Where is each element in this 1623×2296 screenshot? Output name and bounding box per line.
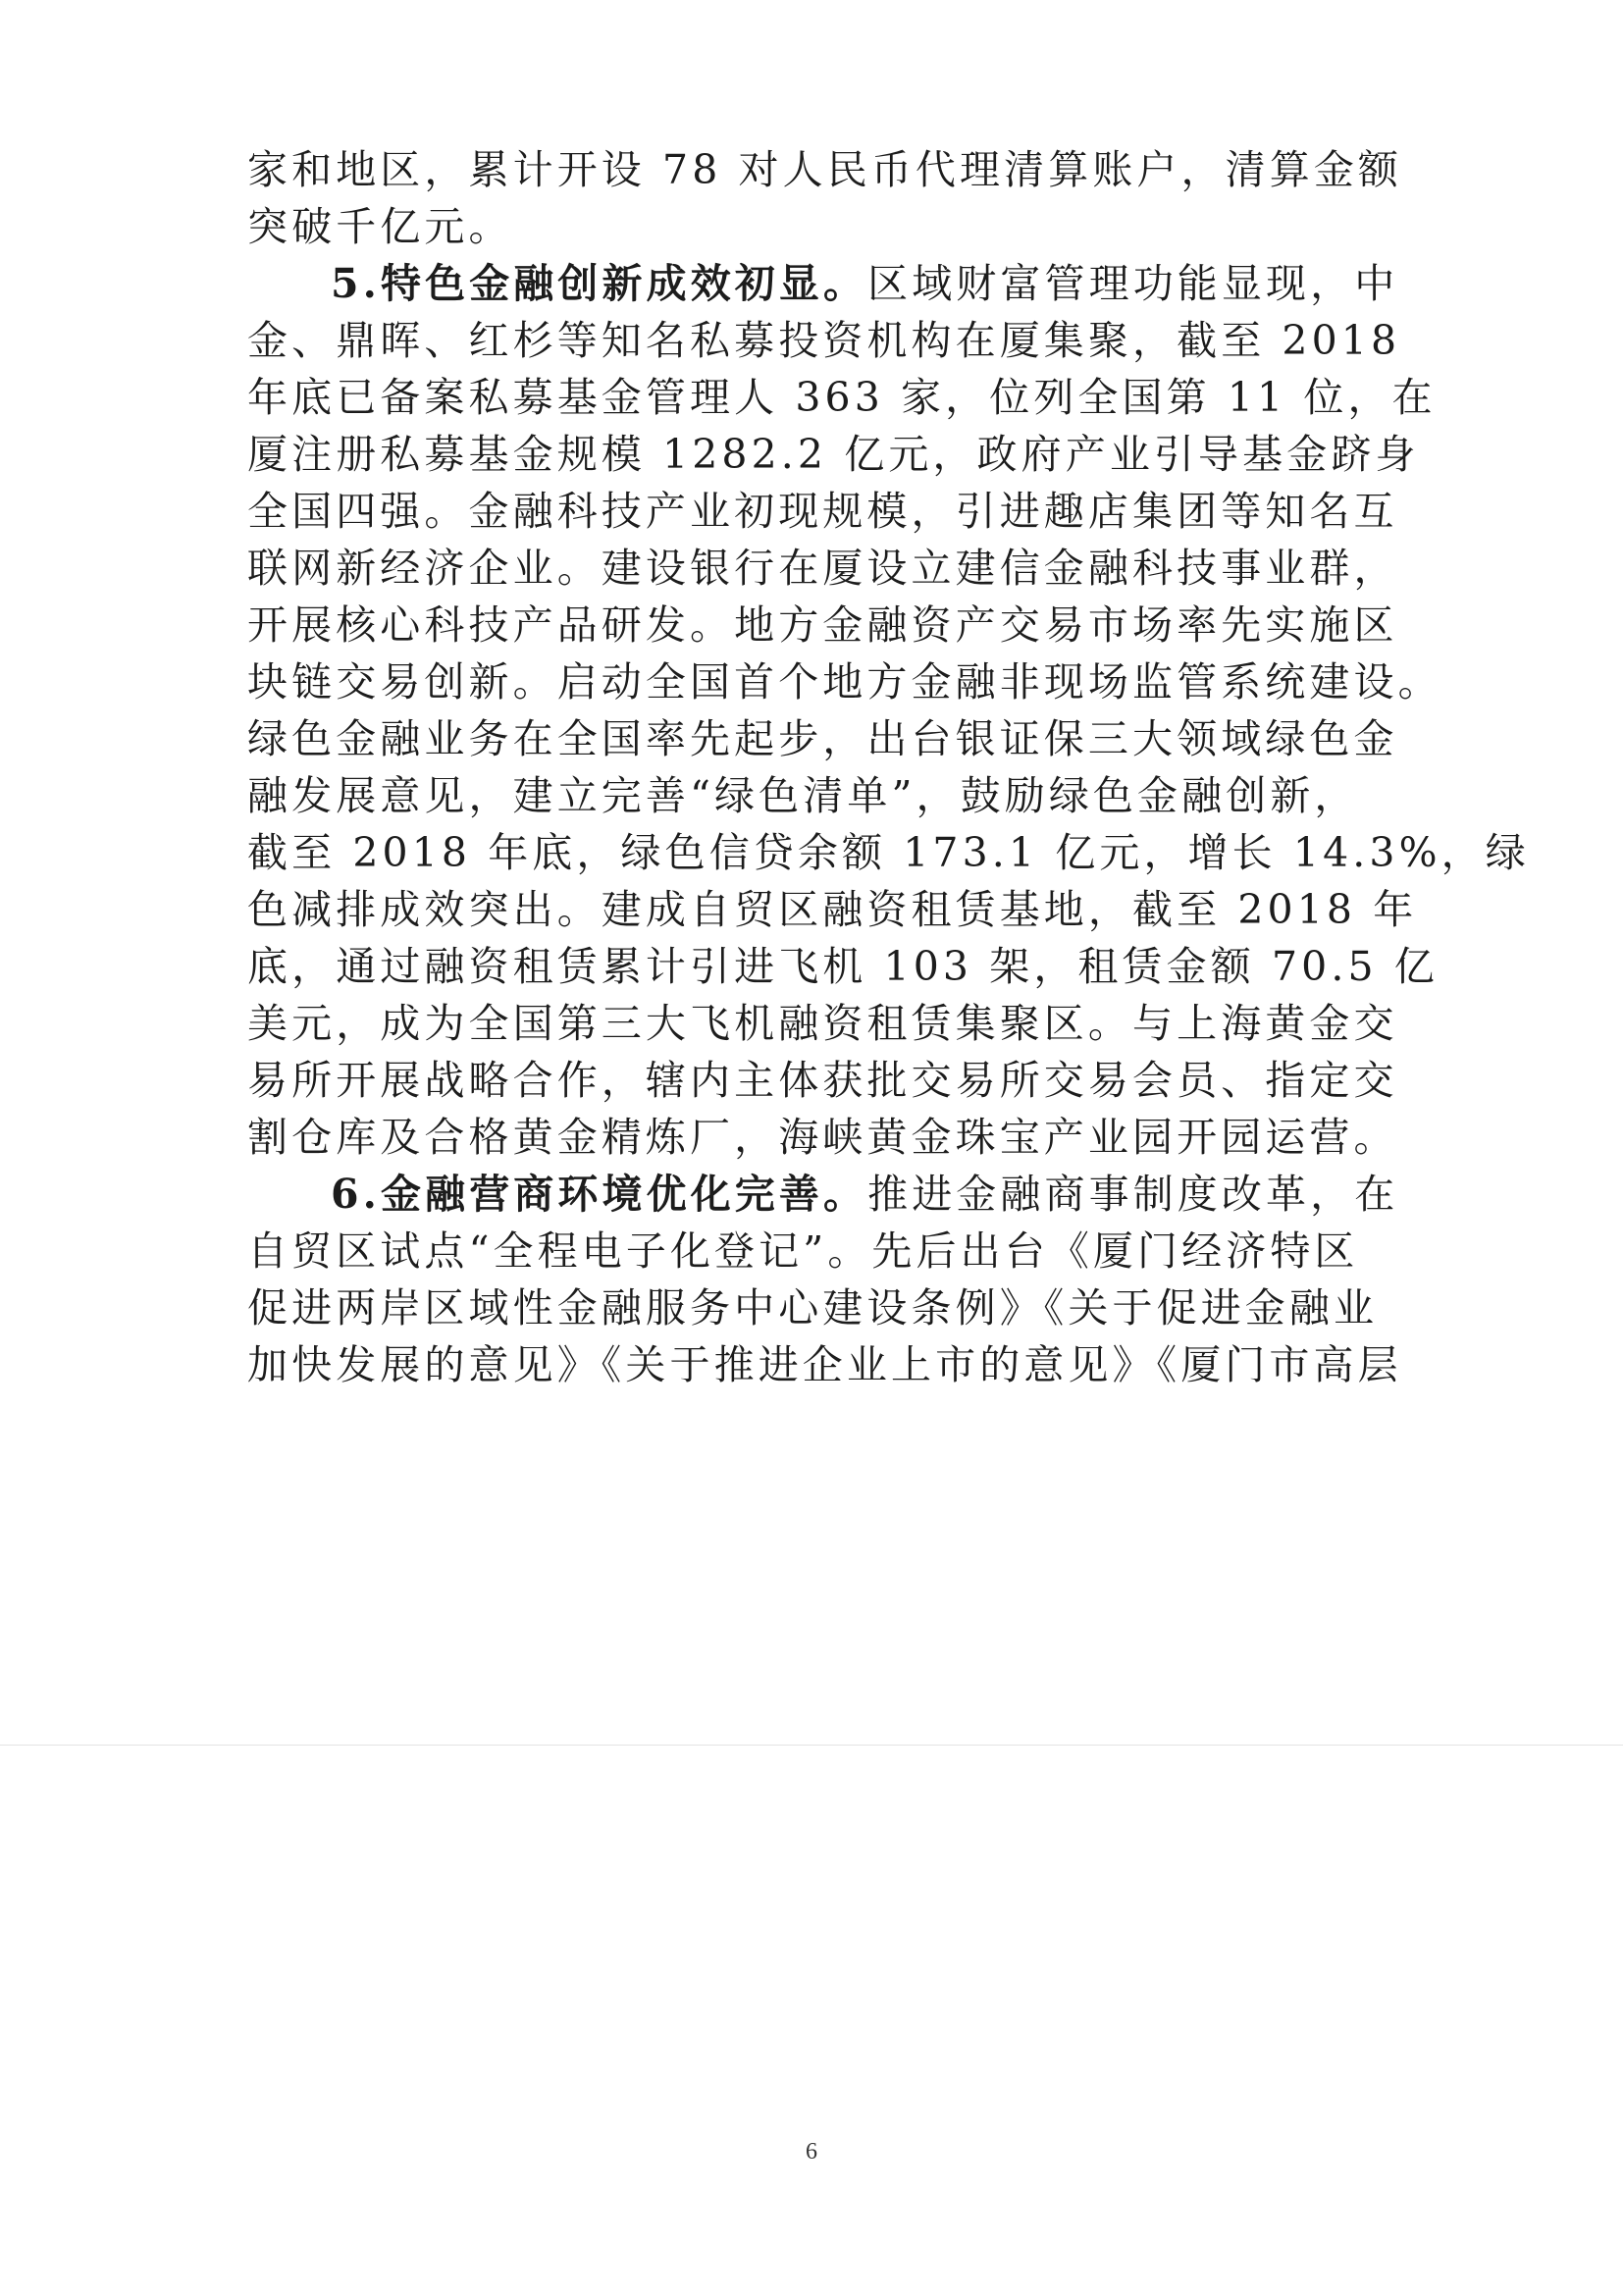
body-text-line: 突破千亿元。: [247, 203, 513, 250]
body-text-line: 厦注册私募基金规模 1282.2 亿元，政府产业引导基金跻身: [247, 431, 1420, 478]
body-text-line: 加快发展的意见》《关于推进企业上市的意见》《厦门市高层: [247, 1341, 1402, 1388]
page-number: 6: [806, 2139, 817, 2165]
body-text-line: 绿色金融业务在全国率先起步，出台银证保三大领域绿色金: [247, 715, 1398, 762]
body-text-line: 促进两岸区域性金融服务中心建设条例》《关于促进金融业: [247, 1284, 1379, 1331]
section-6-first-line-text: 推进金融商事制度改革，在: [867, 1171, 1399, 1218]
body-text-line: 块链交易创新。启动全国首个地方金融非现场监管系统建设。: [247, 658, 1442, 705]
body-text-line: 易所开展战略合作，辖内主体获批交易所交易会员、指定交: [247, 1057, 1398, 1104]
body-text-line: 自贸区试点“全程电子化登记”。先后出台《厦门经济特区: [247, 1227, 1359, 1275]
section-6-heading: 6.金融营商环境优化完善。: [331, 1171, 868, 1218]
body-text-line: 金、鼎晖、红杉等知名私募投资机构在厦集聚，截至 2018: [247, 317, 1401, 364]
section-5-first-line: [331, 254, 1399, 313]
body-text-line: 年底已备案私募基金管理人 363 家，位列全国第 11 位，在: [247, 374, 1437, 421]
section-6-first-line: [331, 1165, 1399, 1224]
section-5-heading: 5.特色金融创新成效初显。: [331, 260, 868, 307]
body-text-line: 融发展意见，建立完善“绿色清单”，鼓励绿色金融创新，: [247, 772, 1359, 819]
body-text-line: 联网新经济企业。建设银行在厦设立建信金融科技事业群，: [247, 545, 1398, 592]
body-text-line: 开展核心科技产品研发。地方金融资产交易市场率先实施区: [247, 601, 1398, 649]
body-text-line: 全国四强。金融科技产业初现规模，引进趣店集团等知名互: [247, 488, 1398, 535]
body-text-line: 割仓库及合格黄金精炼厂，海峡黄金珠宝产业园开园运营。: [247, 1114, 1398, 1161]
body-text-line: 美元，成为全国第三大飞机融资租赁集聚区。与上海黄金交: [247, 1000, 1398, 1047]
body-text-line: 家和地区，累计开设 78 对人民币代理清算账户，清算金额: [247, 146, 1403, 193]
scan-fold-line: [0, 1745, 1623, 1746]
body-text-line: 色减排成效突出。建成自贸区融资租赁基地，截至 2018 年: [247, 886, 1418, 933]
body-text-line: 截至 2018 年底，绿色信贷余额 173.1 亿元，增长 14.3%，绿: [247, 829, 1530, 876]
section-5-first-line-text: 区域财富管理功能显现，中: [867, 260, 1399, 307]
body-text-line: 底，通过融资租赁累计引进飞机 103 架，租赁金额 70.5 亿: [247, 943, 1439, 990]
